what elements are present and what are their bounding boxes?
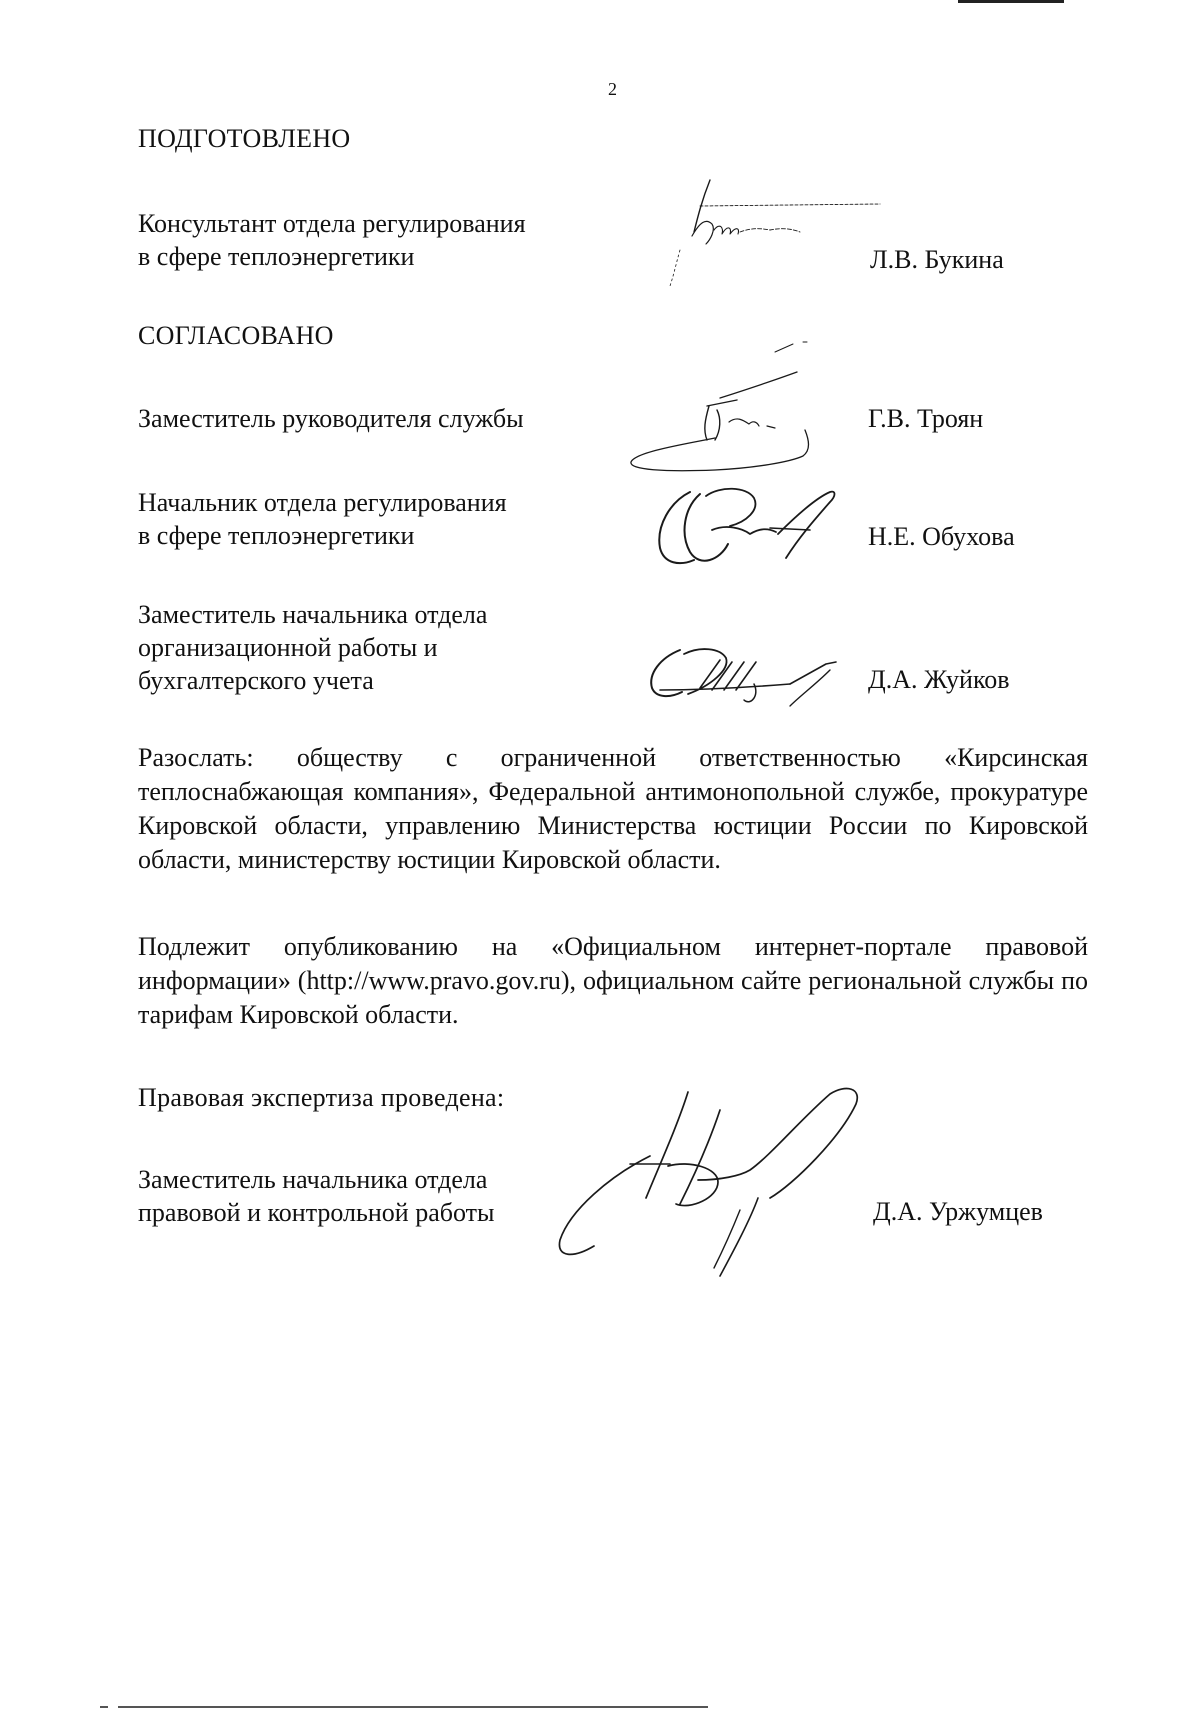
scan-edge-dot-bottom — [100, 1706, 108, 1708]
signature-troyan — [625, 330, 885, 480]
signatory-3-position: Заместитель начальника отдела организационной работы и бухгалтерского учета — [138, 600, 488, 695]
signature-bukina — [640, 170, 900, 290]
prepared-name: Л.В. Букина — [870, 245, 1004, 274]
legal-review-heading: Правовая экспертиза проведена: — [138, 1083, 505, 1112]
signatory-2-name: Н.Е. Обухова — [868, 522, 1015, 551]
prepared-position: Консультант отдела регулирования в сфере теплоэнергетики — [138, 209, 526, 271]
signatory-2-position: Начальник отдела регулирования в сфере теплоэнергетики — [138, 488, 507, 550]
legal-review-position: Заместитель начальника отдела правовой и контрольной работы — [138, 1165, 495, 1227]
approved-heading: СОГЛАСОВАНО — [138, 321, 334, 350]
scan-edge-line-bottom — [118, 1706, 708, 1708]
prepared-heading: ПОДГОТОВЛЕНО — [138, 124, 351, 153]
scan-edge-line-top — [958, 0, 1064, 3]
distribution-list: Разослать: обществу с ограниченной ответственностью «Кирсинская теплоснабжающая компания», Федеральной антимонопольной службе, прокуратуре Кировской области, управлению Министерства юстиции России по Кировской области, министерству юстиции Кировской области. — [138, 743, 1088, 874]
publication-note: Подлежит опубликованию на «Официальном интернет-портале правовой информации» (http://www.pravo.gov.ru), официальном сайте региональной службы по тарифам Кировской области. — [138, 932, 1088, 1029]
page-number: 2 — [608, 79, 617, 99]
legal-review-name: Д.А. Уржумцев — [873, 1197, 1043, 1226]
signatory-1-name: Г.В. Троян — [868, 404, 984, 433]
signature-zhuikov — [640, 640, 860, 715]
signatory-1-position: Заместитель руководителя службы — [138, 404, 524, 433]
signatory-3-name: Д.А. Жуйков — [868, 665, 1010, 694]
signature-urzhumtsev — [550, 1080, 910, 1290]
signature-obukhova — [650, 478, 850, 573]
